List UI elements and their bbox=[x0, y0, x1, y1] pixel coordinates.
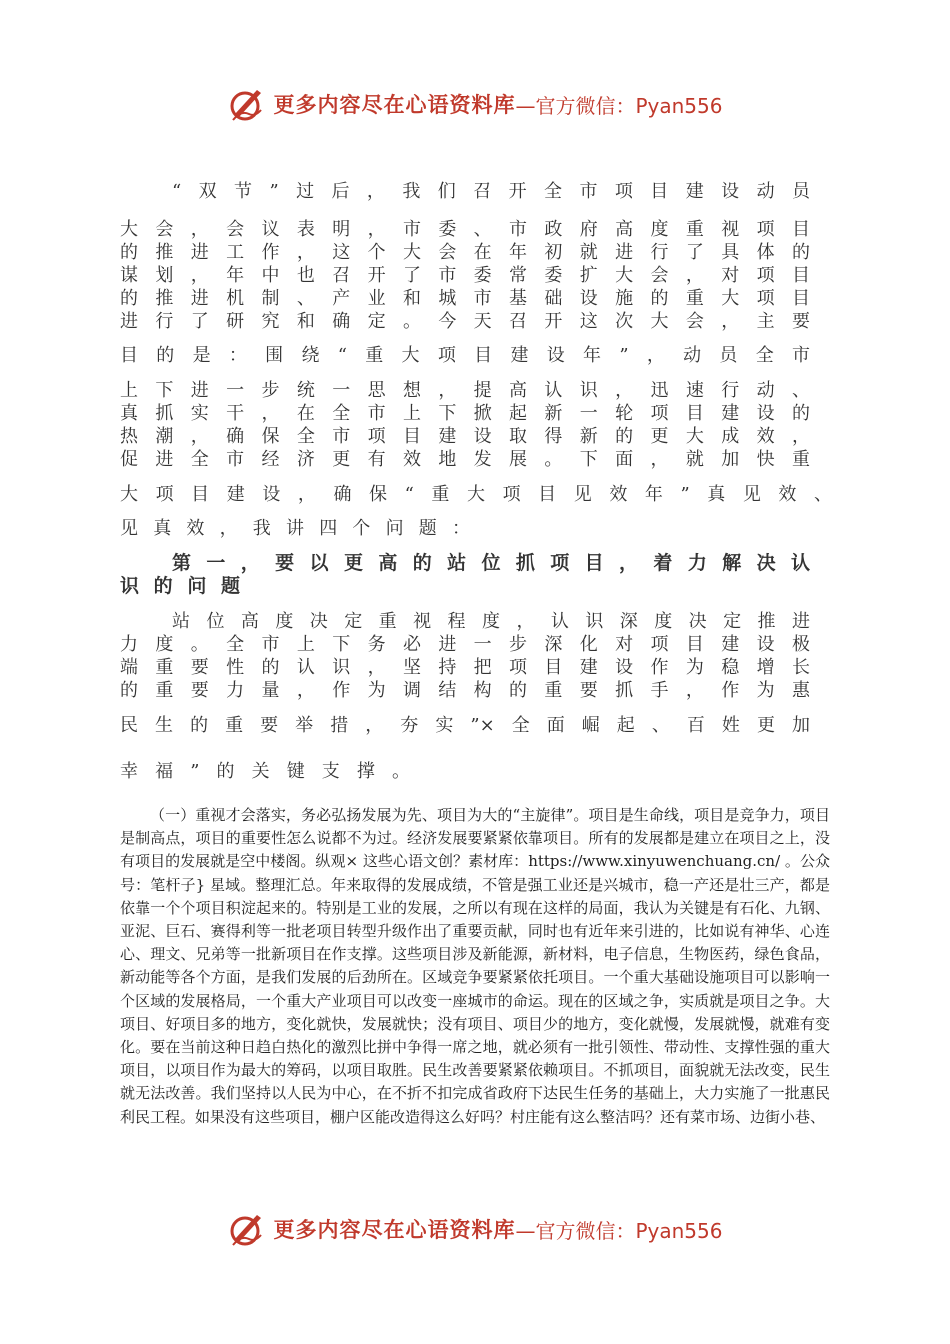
section-line: 民生的重要举措，夯实”×全面崛起、百姓更加 bbox=[120, 715, 810, 736]
banner-wechat-text: —官方微信：Pyan556 bbox=[515, 1218, 723, 1243]
intro-line: 促进全市经济更有效地发展。下面，就加快重 bbox=[120, 449, 810, 470]
section-heading: 第一，要以更高的站位抓项目，着力解决认 bbox=[172, 552, 810, 574]
section-heading: 识的问题 bbox=[120, 575, 240, 597]
header-banner bbox=[0, 84, 950, 124]
intro-line: 热潮，确保全市项目建设取得新的更大成效， bbox=[120, 426, 810, 447]
intro-line: “双节”过后，我们召开全市项目建设动员 bbox=[172, 181, 810, 202]
intro-line: 目的是：围绕“重大项目建设年”，动员全市 bbox=[120, 345, 810, 366]
section-line: 力度。全市上下务必进一步深化对项目建设极 bbox=[120, 634, 810, 655]
intro-line: 大项目建设，确保“重大项目见效年”真见效、 bbox=[120, 484, 832, 505]
intro-line: 真抓实干，在全市上下掀起新一轮项目建设的 bbox=[120, 403, 810, 424]
intro-line: 的推进机制、产业和城市基础设施的重大项目 bbox=[120, 288, 810, 309]
section-line: 幸福”的关键支撑。 bbox=[120, 761, 410, 782]
banner-brand-text: 更多内容尽在心语资料库 bbox=[273, 1218, 516, 1242]
section-line: 端重要性的认识，坚持把项目建设作为稳增长 bbox=[120, 657, 810, 678]
section-line: 的重要力量，作为调结构的重要抓手，作为惠 bbox=[120, 680, 810, 701]
banner-wechat-text: —官方微信：Pyan556 bbox=[515, 93, 723, 118]
intro-line: 的推进工作，这个大会在年初就进行了具体的 bbox=[120, 242, 810, 263]
body-paragraph bbox=[120, 804, 830, 1129]
pen-signature-icon bbox=[227, 1209, 267, 1249]
paragraph-text: （一）重视才会落实，务必弘扬发展为先、项目为大的“主旋律”。项目是生命线，项目是竞争力，项目是制高点，项目的重要性怎么说都不为过。经济发展要紧紧依靠项目。所有的发展都是建立在项目之上，没有项目的发展就是空中楼阁。纵观× 这些心语文创？素材库：https://www.xinyuwenchuang.cn/ 。公众号：笔杆子} 星域。整理汇总。年来取得的发展成绩，不管是强工业还是兴城市，稳一产还是壮三产，都是依靠一个个项目积淀起来的。特别是工业的发展，之所以有现在这样的局面，我认为关键是有石化、九钢、亚泥、巨石、赛得利等一批老项目转型升级作出了重要贡献，同时也有近年来引进的，比如说有神华、心连心、理文、兄弟等一批新项目在作支撑。这些项目涉及新能源，新材料，电子信息，生物医药，绿色食品，新动能等各个方面，是我们发展的后劲所在。区域竞争要紧紧依托项目。一个重大基础设施项目可以影响一个区域的发展格局，一个重大产业项目可以改变一座城市的命运。现在的区域之争，实质就是项目之争。大项目、好项目多的地方，变化就快，发展就快；没有项目、项目少的地方，变化就慢，发展就慢，就难有变化。要在当前这种日趋白热化的激烈比拼中争得一席之地，就必须有一批引领性、带动性、支撑性强的重大项目，以项目作为最大的筹码，以项目取胜。民生改善要紧紧依赖项目。不抓项目，面貌就无法改变，民生就无法改善。我们坚持以人民为中心，在不折不扣完成省政府下达民生任务的基础上，大力实施了一批惠民利民工程。如果没有这些项目，棚户区能改造得这么好吗？村庄能有这么整洁吗？还有菜市场、边街小巷、 bbox=[120, 806, 830, 1126]
pen-signature-icon bbox=[227, 84, 267, 124]
intro-line: 谋划，年中也召开了市委常委扩大会，对项目 bbox=[120, 265, 810, 286]
banner-brand-text: 更多内容尽在心语资料库 bbox=[273, 93, 516, 117]
intro-line: 大会，会议表明，市委、市政府高度重视项目 bbox=[120, 219, 810, 240]
footer-banner bbox=[0, 1209, 950, 1249]
intro-line: 见真效，我讲四个问题： bbox=[120, 518, 470, 539]
section-line: 站位高度决定重视程度，认识深度决定推进 bbox=[172, 611, 810, 632]
intro-line: 上下进一步统一思想，提高认识，迅速行动、 bbox=[120, 380, 810, 401]
intro-line: 进行了研究和确定。今天召开这次大会，主要 bbox=[120, 311, 810, 332]
